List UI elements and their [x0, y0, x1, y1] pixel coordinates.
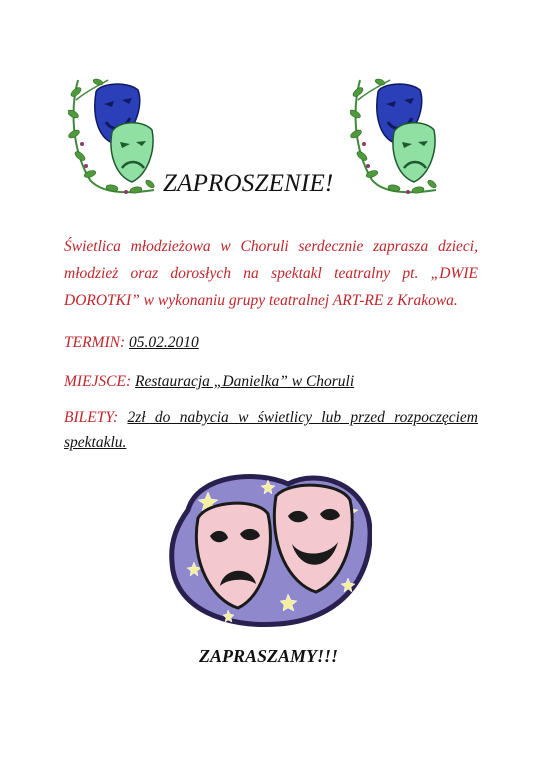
miejsce-value: Restauracja „Danielka” w Choruli [135, 373, 355, 390]
drama-masks-icon [168, 470, 372, 628]
theater-masks-right-icon [350, 70, 440, 196]
closing-text: ZAPRASZAMY!!! [199, 646, 339, 666]
theater-masks-left-icon [68, 70, 158, 196]
termin-label: TERMIN: [64, 334, 126, 351]
intro-paragraph: Świetlica młodzieżowa w Choruli serdecznie zaprasza dzieci, młodzież oraz dorosłych na spektakl teatralny pt. „DWIE DOROTKI” w wykonaniu grupy teatralnej ART-RE z Krakowa. [64, 238, 478, 309]
termin-row [64, 330, 478, 355]
miejsce-row [64, 369, 478, 394]
bilety-row [64, 405, 478, 455]
miejsce-label: MIEJSCE: [64, 373, 132, 390]
termin-value: 05.02.2010 [129, 334, 199, 351]
bilety-label: BILETY: [64, 409, 119, 426]
page-title: ZAPROSZENIE! [163, 170, 334, 197]
bilety-value: 2zł do nabycia w świetlicy lub przed rozpoczęciem spektaklu. [64, 409, 478, 451]
